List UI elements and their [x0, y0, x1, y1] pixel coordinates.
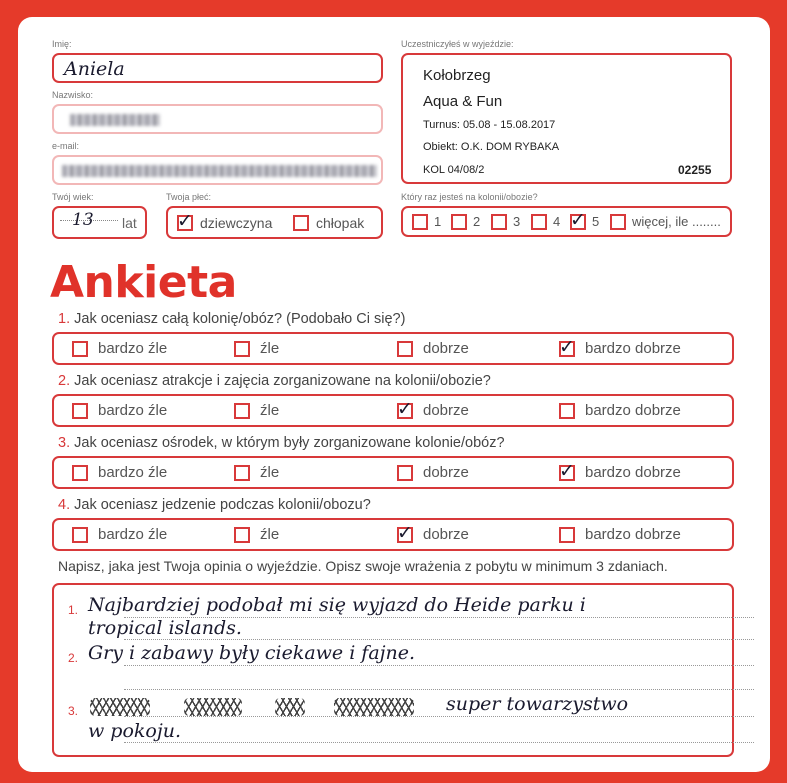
- trip-number: 02255: [678, 163, 712, 177]
- q2-zle-checkbox[interactable]: [234, 403, 250, 419]
- q2-bardzo-zle-label: bardzo źle: [98, 402, 168, 419]
- times-1-label: 1: [434, 214, 442, 229]
- opinion-prompt: Napisz, jaka jest Twoja opinia o wyjeździe. Opisz swoje wrażenia z pobytu w minimum 3 zdaniach.: [58, 558, 668, 574]
- times-5-label: 5: [592, 214, 600, 229]
- q4-bardzo-zle-checkbox[interactable]: [72, 527, 88, 543]
- q4-dobrze-label: dobrze: [423, 526, 469, 543]
- q3-dobrze-label: dobrze: [423, 464, 469, 481]
- q3-bardzo-dobrze-checkbox[interactable]: [559, 460, 575, 482]
- gender-boy-checkbox[interactable]: [293, 215, 309, 231]
- check-mark-icon: ✓: [397, 522, 413, 544]
- q3-zle-checkbox[interactable]: [234, 465, 250, 481]
- q2-dobrze-label: dobrze: [423, 402, 469, 419]
- q2-bardzo-dobrze-label: bardzo dobrze: [585, 402, 681, 419]
- answer-3-line-2: w pokoju.: [88, 720, 182, 742]
- q1-zle-checkbox[interactable]: [234, 341, 250, 357]
- q1-dobrze-checkbox[interactable]: [397, 341, 413, 357]
- opinion-box[interactable]: [52, 583, 734, 757]
- name-label: Imię:: [52, 39, 72, 49]
- crossed-out-scribble: [184, 698, 242, 716]
- q1-bardzo-dobrze-checkbox[interactable]: [559, 336, 575, 358]
- check-mark-icon: ✓: [570, 209, 586, 231]
- email-field[interactable]: [52, 155, 383, 185]
- answer-3-number: 3.: [68, 704, 79, 718]
- answer-line: [124, 742, 754, 743]
- q4-bardzo-zle-label: bardzo źle: [98, 526, 168, 543]
- times-3-label: 3: [513, 214, 521, 229]
- times-4-label: 4: [553, 214, 561, 229]
- trip-label: Uczestniczyłeś w wyjeździe:: [401, 39, 514, 49]
- q3-dobrze-checkbox[interactable]: [397, 465, 413, 481]
- surname-redacted: [70, 114, 160, 126]
- question-3-text: 3. Jak oceniasz ośrodek, w którym były zorganizowane kolonie/obóz?: [58, 435, 505, 451]
- question-3-options: [52, 456, 734, 489]
- age-unit: lat: [122, 215, 137, 231]
- q2-bardzo-zle-checkbox[interactable]: [72, 403, 88, 419]
- question-2-options: [52, 394, 734, 427]
- answer-line: [124, 639, 754, 640]
- check-mark-icon: ✓: [397, 398, 413, 420]
- q2-bardzo-dobrze-checkbox[interactable]: [559, 403, 575, 419]
- question-4-text: 4. Jak oceniasz jedzenie podczas kolonii/obozu?: [58, 497, 371, 513]
- times-3-checkbox[interactable]: [491, 214, 507, 230]
- answer-1-line-2: tropical islands.: [88, 617, 242, 639]
- age-field[interactable]: [52, 206, 147, 239]
- email-redacted: [62, 165, 377, 177]
- question-4-options: [52, 518, 734, 551]
- trip-info-box: [401, 53, 732, 184]
- email-label: e-mail:: [52, 141, 80, 151]
- check-mark-icon: ✓: [559, 336, 575, 358]
- times-2-label: 2: [473, 214, 481, 229]
- q2-zle-label: źle: [260, 402, 280, 419]
- q2-dobrze-checkbox[interactable]: [397, 398, 413, 420]
- q4-dobrze-checkbox[interactable]: [397, 522, 413, 544]
- q4-bardzo-dobrze-checkbox[interactable]: [559, 527, 575, 543]
- crossed-out-scribble: [334, 698, 414, 716]
- survey-sheet: [18, 17, 770, 772]
- answer-3-line-1: super towarzystwo: [446, 693, 629, 715]
- question-2-text: 2. Jak oceniasz atrakcje i zajęcia zorganizowane na kolonii/obozie?: [58, 373, 491, 389]
- trip-obiekt: Obiekt: O.K. DOM RYBAKA: [423, 141, 560, 153]
- gender-field: [166, 206, 383, 239]
- q1-bardzo-zle-checkbox[interactable]: [72, 341, 88, 357]
- check-mark-icon: ✓: [177, 210, 193, 232]
- times-2-checkbox[interactable]: [451, 214, 467, 230]
- answer-line: [124, 689, 754, 690]
- age-label: Twój wiek:: [52, 192, 94, 202]
- name-value: Aniela: [64, 58, 125, 80]
- times-5-checkbox[interactable]: [570, 209, 586, 231]
- question-1-options: [52, 332, 734, 365]
- age-value: 13: [72, 210, 94, 230]
- answer-2-number: 2.: [68, 651, 79, 665]
- times-label: Który raz jesteś na kolonii/obozie?: [401, 192, 538, 202]
- trip-program: Aqua & Fun: [423, 93, 503, 110]
- name-field[interactable]: [52, 53, 383, 83]
- question-1-text: 1. Jak oceniasz całą kolonię/obóz? (Podobało Ci się?): [58, 311, 406, 327]
- q3-bardzo-zle-label: bardzo źle: [98, 464, 168, 481]
- check-mark-icon: ✓: [559, 460, 575, 482]
- q3-zle-label: źle: [260, 464, 280, 481]
- times-more-checkbox[interactable]: [610, 214, 626, 230]
- answer-2-line-1: Gry i zabawy były ciekawe i fajne.: [88, 642, 416, 664]
- times-1-checkbox[interactable]: [412, 214, 428, 230]
- surname-label: Nazwisko:: [52, 90, 94, 100]
- gender-boy-label: chłopak: [316, 215, 365, 231]
- times-more-label: więcej, ile ........: [632, 214, 721, 229]
- answer-line: [124, 716, 754, 717]
- gender-girl-label: dziewczyna: [200, 215, 273, 231]
- q3-bardzo-zle-checkbox[interactable]: [72, 465, 88, 481]
- q4-bardzo-dobrze-label: bardzo dobrze: [585, 526, 681, 543]
- trip-turnus: Turnus: 05.08 - 15.08.2017: [423, 119, 556, 131]
- survey-title: Ankieta: [50, 257, 237, 308]
- q3-bardzo-dobrze-label: bardzo dobrze: [585, 464, 681, 481]
- times-4-checkbox[interactable]: [531, 214, 547, 230]
- times-field: [401, 206, 732, 237]
- gender-label: Twoja płeć:: [166, 192, 212, 202]
- q1-zle-label: źle: [260, 340, 280, 357]
- trip-code: KOL 04/08/2: [423, 164, 485, 176]
- crossed-out-scribble: [275, 698, 305, 716]
- q1-dobrze-label: dobrze: [423, 340, 469, 357]
- answer-1-number: 1.: [68, 603, 79, 617]
- q1-bardzo-dobrze-label: bardzo dobrze: [585, 340, 681, 357]
- q4-zle-label: źle: [260, 526, 280, 543]
- surname-field[interactable]: [52, 104, 383, 134]
- answer-line: [124, 665, 754, 666]
- q4-zle-checkbox[interactable]: [234, 527, 250, 543]
- answer-1-line-1: Najbardziej podobał mi się wyjazd do Heide parku i: [88, 594, 586, 616]
- crossed-out-scribble: [90, 698, 150, 716]
- q1-bardzo-zle-label: bardzo źle: [98, 340, 168, 357]
- gender-girl-checkbox[interactable]: [177, 210, 193, 232]
- trip-city: Kołobrzeg: [423, 67, 491, 84]
